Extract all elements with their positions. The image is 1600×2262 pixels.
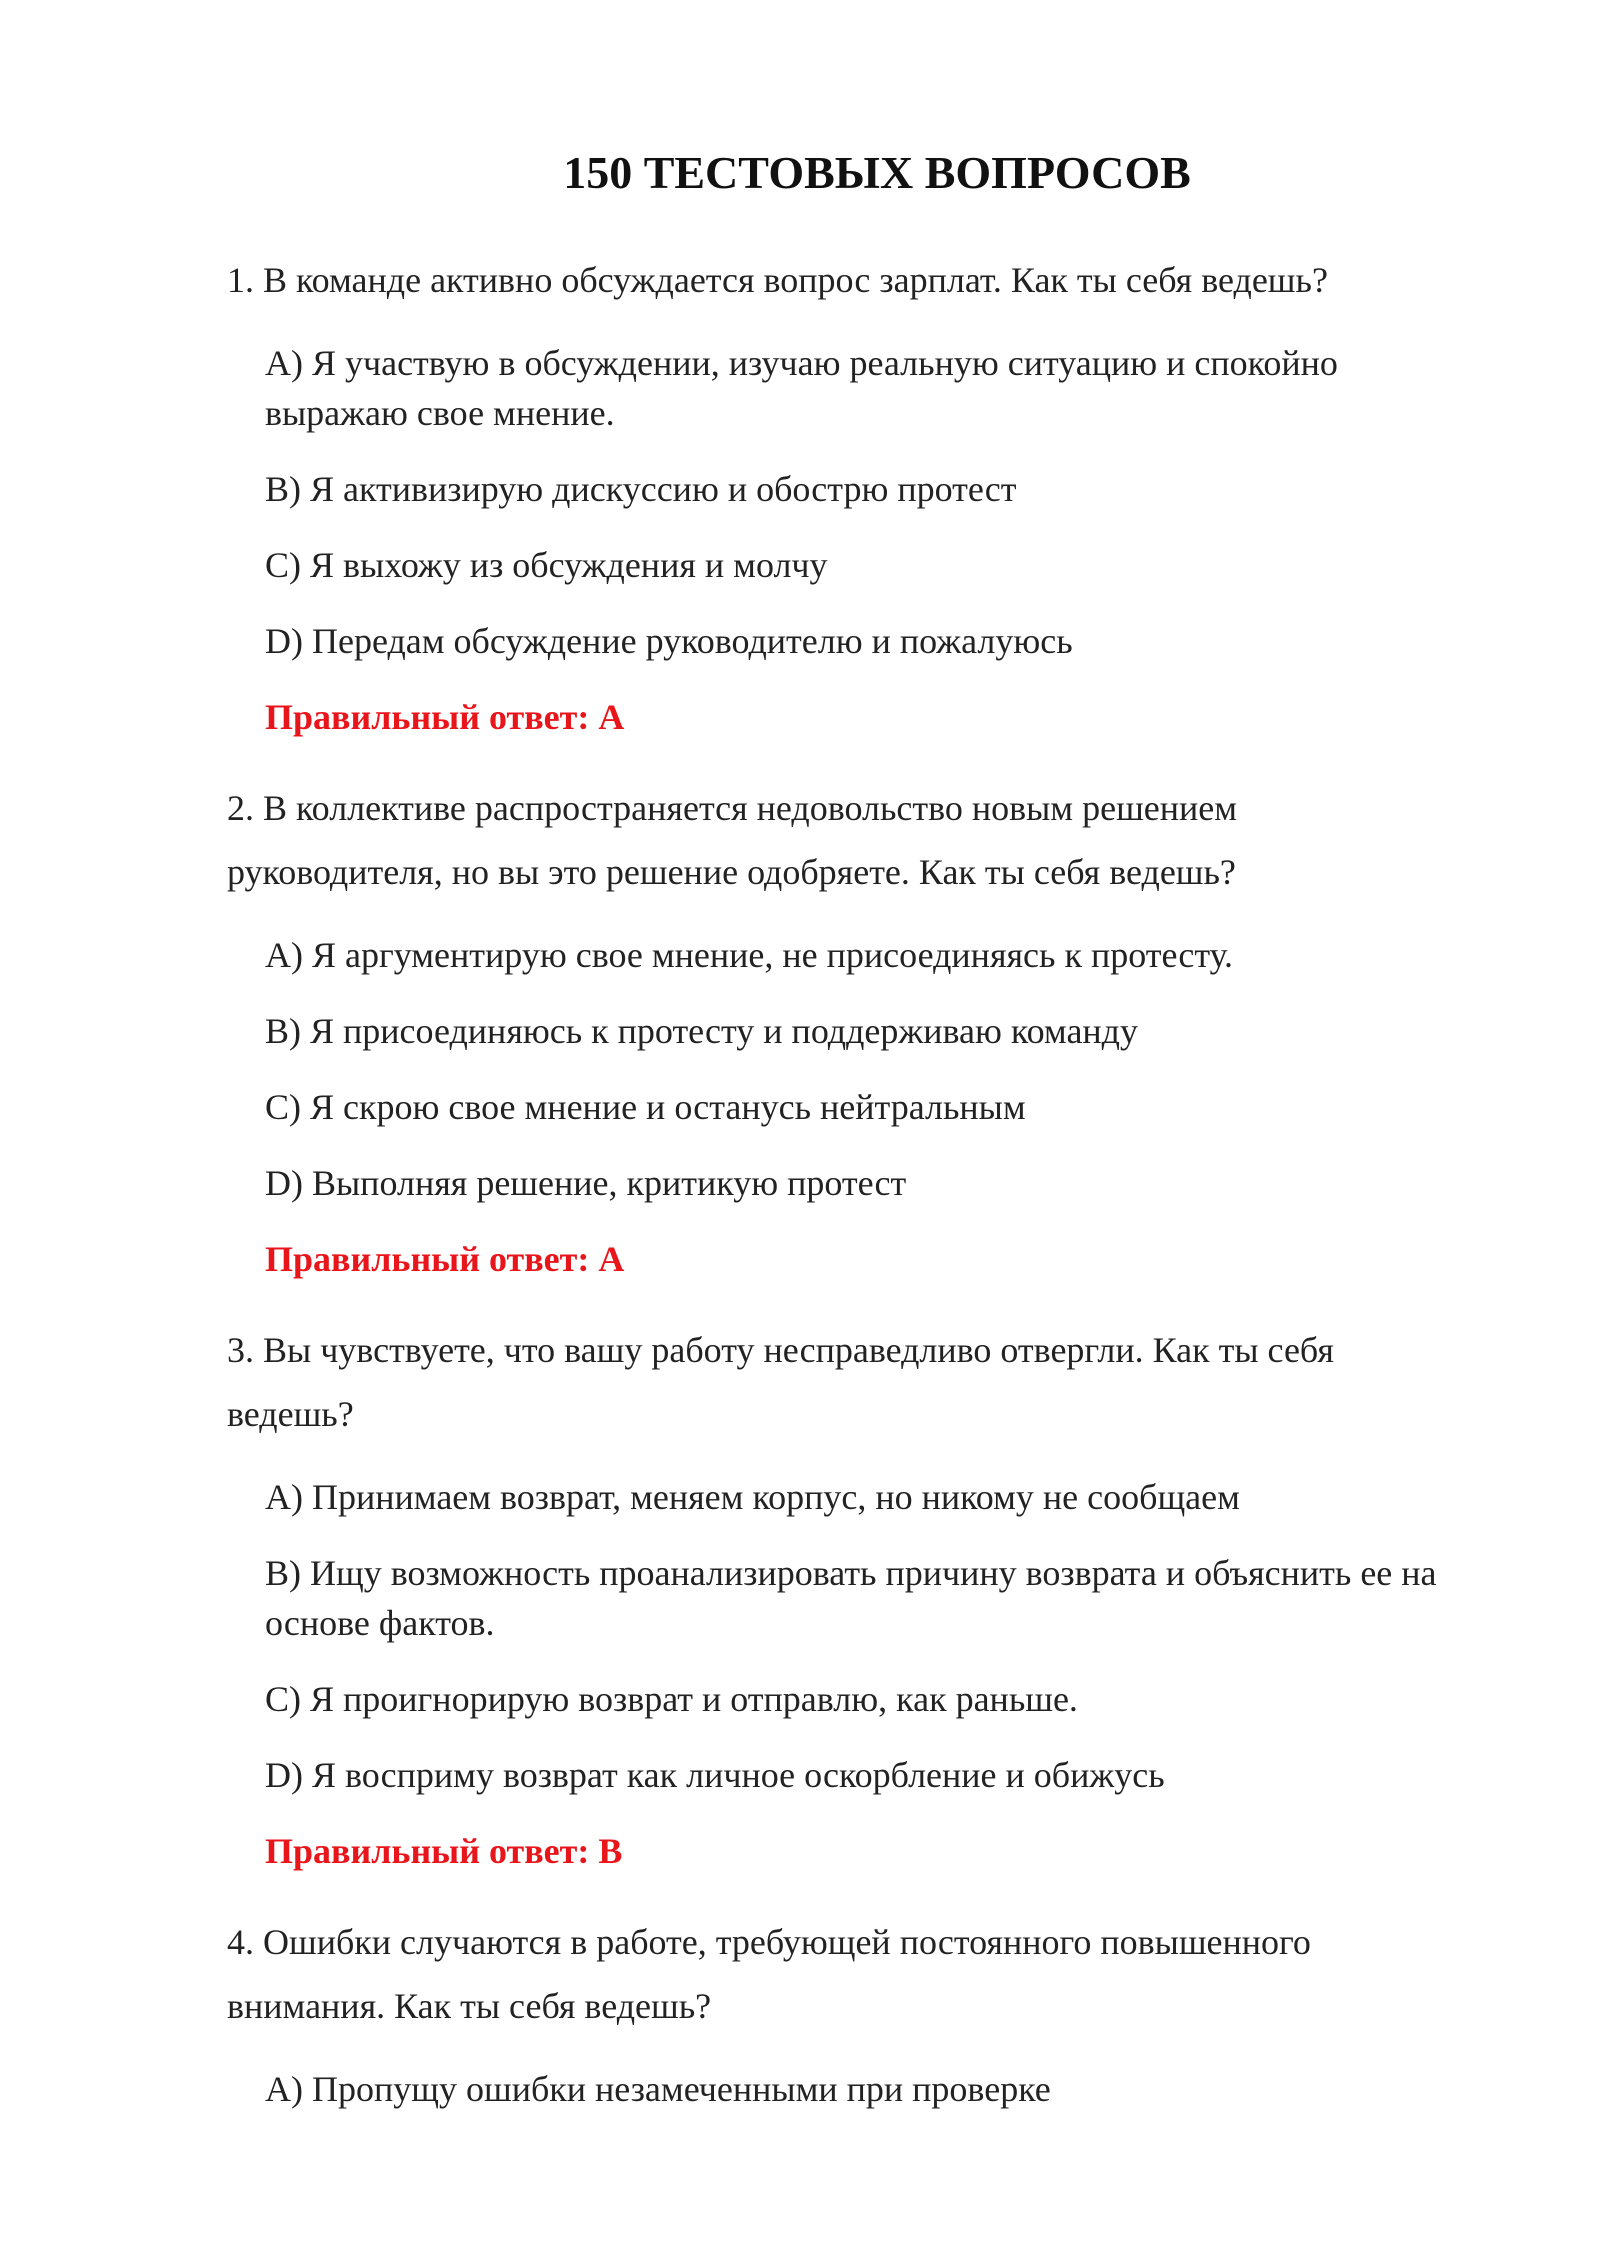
document-title: 150 ТЕСТОВЫХ ВОПРОСОВ — [563, 147, 1191, 198]
correct-answer: Правильный ответ: A — [265, 697, 625, 737]
option-b: B) Ищу возможность проанализировать причину возврата и объяснить ее на основе фактов. — [265, 1553, 1437, 1643]
option-c: C) Я проигнорирую возврат и отправлю, как раньше. — [265, 1679, 1078, 1719]
option-a: A) Я участвую в обсуждении, изучаю реальную ситуацию и спокойно выражаю свое мнение. — [265, 343, 1338, 433]
option-a: A) Принимаем возврат, меняем корпус, но никому не сообщаем — [265, 1477, 1240, 1517]
option-a: A) Пропущу ошибки незамеченными при проверке — [265, 2069, 1051, 2109]
question-text: 1. В команде активно обсуждается вопрос зарплат. Как ты себя ведешь? — [227, 260, 1328, 300]
option-d: D) Передам обсуждение руководителю и пожалуюсь — [265, 621, 1073, 661]
document-page — [227, 147, 1467, 2148]
option-d: D) Выполняя решение, критикую протест — [265, 1163, 907, 1203]
option-a: A) Я аргументирую свое мнение, не присоединяясь к протесту. — [265, 935, 1233, 975]
question-text: 4. Ошибки случаются в работе, требующей постоянного повышенного внимания. Как ты себя ведешь? — [227, 1922, 1311, 2026]
question-text: 3. Вы чувствуете, что вашу работу несправедливо отвергли. Как ты себя ведешь? — [227, 1330, 1334, 1434]
option-d: D) Я восприму возврат как личное оскорбление и обижусь — [265, 1755, 1165, 1795]
option-c: C) Я выхожу из обсуждения и молчу — [265, 545, 828, 585]
question-text: 2. В коллективе распространяется недовольство новым решением руководителя, но вы это решение одобряете. Как ты себя ведешь? — [227, 788, 1238, 892]
option-b: B) Я активизирую дискуссию и обострю протест — [265, 469, 1017, 509]
option-b: B) Я присоединяюсь к протесту и поддерживаю команду — [265, 1011, 1138, 1051]
correct-answer: Правильный ответ: A — [265, 1239, 625, 1279]
question-2 — [227, 776, 1467, 1284]
question-1 — [227, 248, 1467, 742]
question-4 — [227, 1910, 1467, 2114]
option-c: C) Я скрою свое мнение и останусь нейтральным — [265, 1087, 1026, 1127]
question-3 — [227, 1318, 1467, 1876]
correct-answer: Правильный ответ: B — [265, 1831, 623, 1871]
